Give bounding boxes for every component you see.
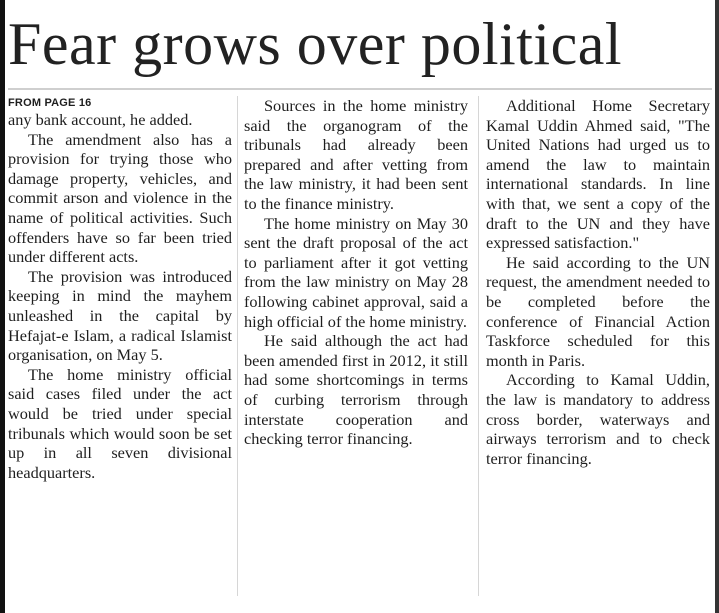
scan-edge-left xyxy=(0,0,5,613)
column-divider-1 xyxy=(237,96,238,596)
paragraph: Additional Home Secretary Kamal Uddin Ahmed said, "The United Nations had urged us to amend the law to maintain international standards. In line with that, we sent a copy of the draft to the UN and they have expressed satisfaction." xyxy=(486,96,710,253)
paragraph: He said according to the UN request, the amendment needed to be completed before the conference of Financial Action Taskforce scheduled for this month in Paris. xyxy=(486,252,710,370)
paragraph: He said although the act had been amended first in 2012, it still had some shortcomings in terms of curbing terrorism through interstate cooperation and checking terror financing. xyxy=(244,331,468,449)
column-divider-2 xyxy=(478,96,479,596)
headline-rule xyxy=(8,88,712,90)
column-3 xyxy=(486,96,710,468)
column-1 xyxy=(8,96,232,482)
column-2 xyxy=(244,96,468,449)
paragraph: The home ministry on May 30 sent the draft proposal of the act to parliament after it got vetting from the law ministry on May 28 following cabinet approval, said a high official of the home ministry. xyxy=(244,213,468,331)
paragraph: The home ministry official said cases filed under the act would be tried under special tribunals which would soon be set up in all seven divisional headquarters. xyxy=(8,364,232,482)
paragraph: any bank account, he added. xyxy=(8,110,193,129)
paragraph: The amendment also has a provision for trying those who damage property, vehicles, and commit arson and violence in the name of political activities. Such offenders have so far been tried under different acts. xyxy=(8,129,232,267)
paragraph: The provision was introduced keeping in mind the mayhem unleashed in the capital by Hefajat-e Islam, a radical Islamist organisation, on May 5. xyxy=(8,266,232,365)
scan-edge-right xyxy=(715,0,719,613)
paragraph: Sources in the home ministry said the organogram of the tribunals had already been prepared and after vetting from the law ministry, it had been sent to the finance ministry. xyxy=(244,96,468,213)
paragraph: According to Kamal Uddin, the law is mandatory to address cross border, waterways and airways terrorism and to check terror financing. xyxy=(486,370,710,468)
headline: Fear grows over political xyxy=(8,11,622,77)
continuation-kicker: FROM PAGE 16 xyxy=(8,97,92,109)
